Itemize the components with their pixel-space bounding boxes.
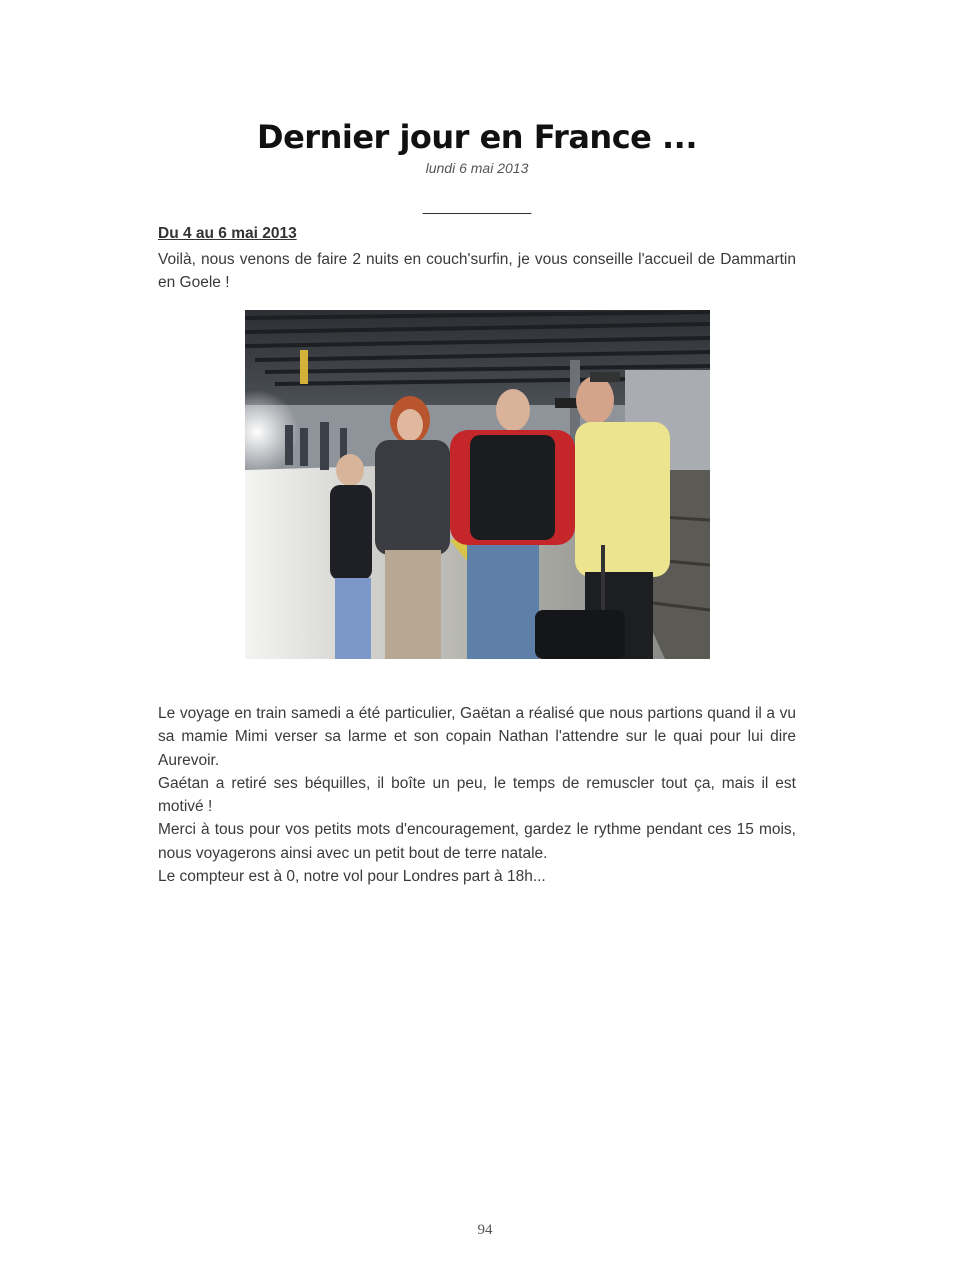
body-paragraph: Merci à tous pour vos petits mots d'encouragement, gardez le rythme pendant ces 15 mois, nous voyagerons ainsi avec un petit bout de terre natale. (158, 821, 796, 862)
separator-line: _____________ (422, 198, 532, 215)
post-date: lundi 6 mai 2013 (425, 160, 529, 176)
train-station-photo (245, 310, 710, 659)
body-paragraph: Le voyage en train samedi a été particulier, Gaëtan a réalisé que nous partions quand il a vu sa mamie Mimi verser sa larme et son copain Nathan l'attendre sur le quai pour lui dire Aurevoir. (158, 705, 796, 769)
section-subheading: Du 4 au 6 mai 2013 (158, 225, 297, 242)
page-title: Dernier jour en France ... (257, 118, 697, 156)
intro-paragraph: Voilà, nous venons de faire 2 nuits en couch'surfin, je vous conseille l'accueil de Dammartin en Goele ! (158, 251, 796, 291)
train-station-group-photo-icon (245, 310, 710, 659)
page-number: 94 (477, 1222, 493, 1238)
body-paragraph: Gaétan a retiré ses béquilles, il boîte un peu, le temps de remuscler tout ça, mais il est motivé ! (158, 774, 796, 816)
body-text (158, 702, 796, 888)
body-paragraph: Le compteur est à 0, notre vol pour Londres part à 18h... (158, 868, 546, 886)
